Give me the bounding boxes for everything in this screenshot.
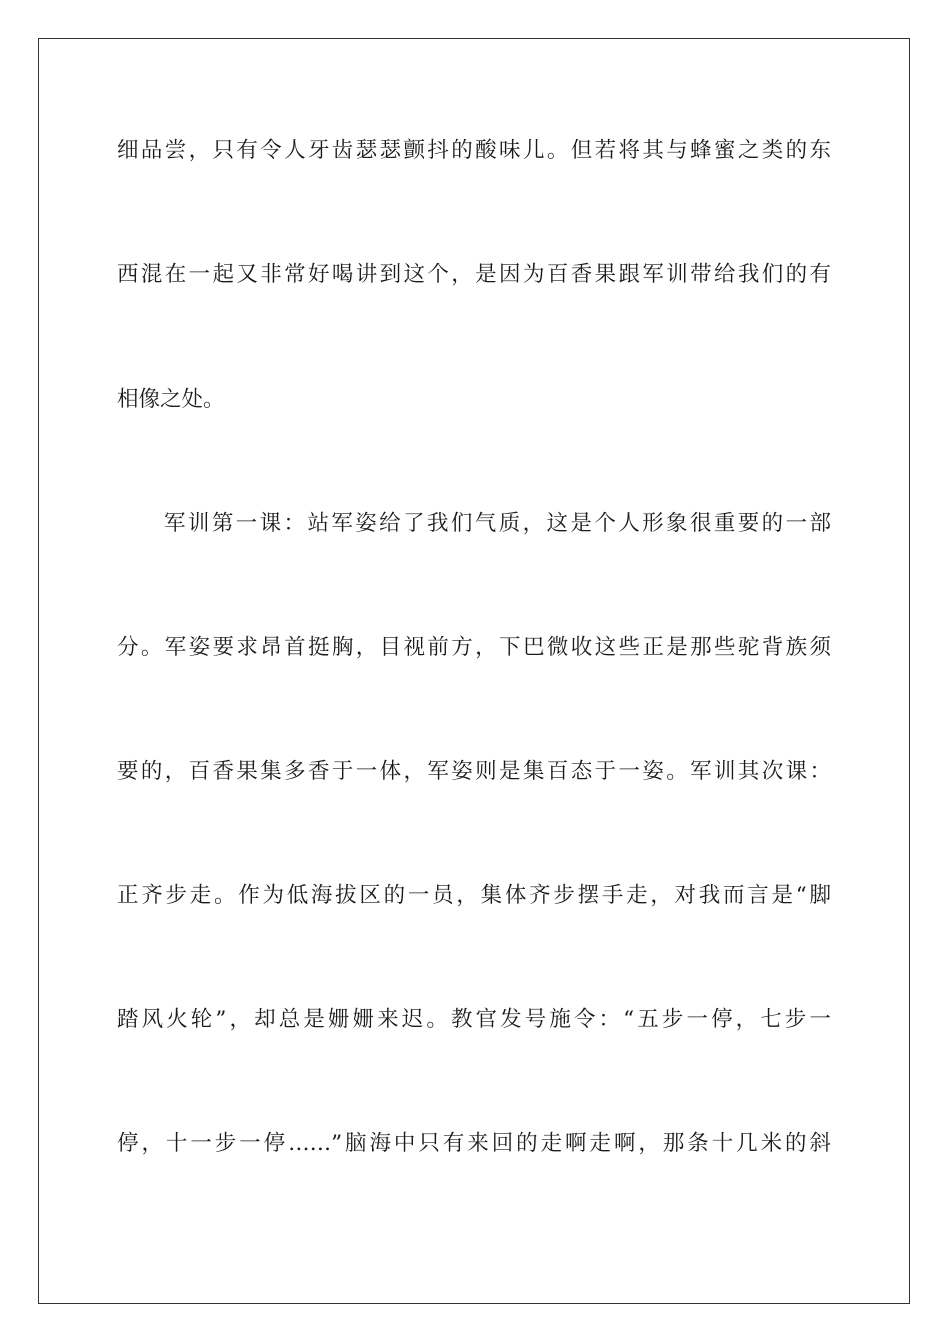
text-line-7: 正齐步走。作为低海拔区的一员，集体齐步摆手走，对我而言是“脚: [117, 883, 831, 908]
text-line-5: 分。军姿要求昂首挺胸，目视前方，下巴微收这些正是那些驼背族须: [117, 635, 831, 660]
text-line-3: 相像之处。: [117, 387, 225, 412]
page-border: [38, 38, 910, 1304]
text-line-8: 踏风火轮”，却总是姗姗来迟。教官发号施令：“五步一停，七步一: [117, 1007, 831, 1032]
text-line-4: 军训第一课：站军姿给了我们气质，这是个人形象很重要的一部: [164, 511, 831, 536]
text-line-1: 细品尝，只有令人牙齿瑟瑟颤抖的酸味儿。但若将其与蜂蜜之类的东: [117, 138, 831, 163]
text-line-2: 西混在一起又非常好喝讲到这个，是因为百香果跟军训带给我们的有: [117, 262, 831, 287]
text-line-9: 停，十一步一停……”脑海中只有来回的走啊走啊，那条十几米的斜: [117, 1131, 831, 1156]
text-line-6: 要的，百香果集多香于一体，军姿则是集百态于一姿。军训其次课：: [117, 759, 831, 784]
